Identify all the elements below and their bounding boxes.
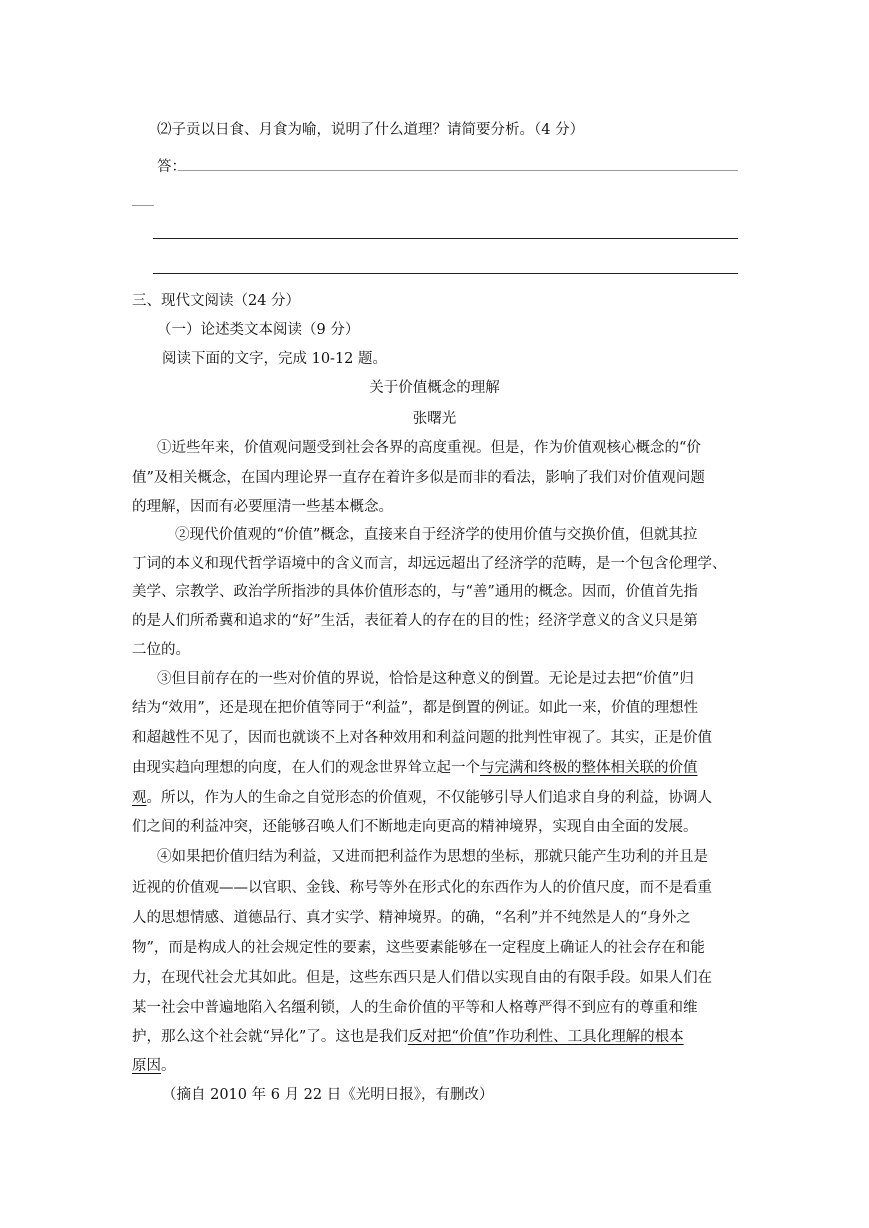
p4-line-4: 物”，而是构成人的社会规定性的要素，这些要素能够在一定程度上确证人的社会存在和能 xyxy=(132,940,705,956)
p3-line-3: 和超越性不见了，因而也就谈不上对各种效用和利益问题的批判性审视了。其实，正是价值 xyxy=(132,730,712,746)
p4-line-6: 某一社会中普遍地陷入名缰利锁，人的生命价值的平等和人格尊严得不到应有的尊重和维 xyxy=(132,1000,698,1016)
answer-label: 答： xyxy=(157,159,186,175)
p4-line-8-text: 。 xyxy=(161,1058,176,1074)
section-heading: 三、现代文阅读（24 分） xyxy=(132,293,301,309)
p2-line-3: 美学、宗教学、政治学所指涉的具体价值形态的，与“善”通用的概念。因而，价值首先指 xyxy=(132,584,698,600)
p3-line-2: 结为“效用”，还是现在把价值等同于“利益”，都是倒置的例证。如此一来，价值的理想性 xyxy=(132,700,699,716)
p3-line-5-text: 。所以，作为人的生命之自觉形态的价值观，不仅能够引导人们追求自身的利益，协调人 xyxy=(146,790,712,806)
p3-underlined-phrase-end: 观 xyxy=(132,790,147,806)
p3-underlined-phrase: 与完满和终极的整体相关联的价值 xyxy=(480,760,698,776)
p4-line-7-text: 护，那么这个社会就“异化”了。这也是我们 xyxy=(132,1029,408,1045)
answer-line-1[interactable] xyxy=(178,170,738,171)
article-title: 关于价值概念的理解 xyxy=(369,380,500,396)
p2-line-1: ②现代价值观的“价值”概念，直接来自于经济学的使用价值与交换价值，但就其拉 xyxy=(175,527,698,543)
answer-line-3[interactable] xyxy=(153,273,738,274)
p4-line-3: 人的思想情感、道德品行、真才实学、精神境界。的确，“名利”并不纯然是人的“身外之 xyxy=(132,910,691,926)
p3-line-4-text: 由现实趋向理想的向度，在人们的观念世界耸立起一个 xyxy=(132,760,480,776)
p1-line-3: 的理解，因而有必要厘清一些基本概念。 xyxy=(132,499,393,515)
p4-underlined-phrase-end: 原因 xyxy=(132,1058,161,1074)
question-prompt: ⑵子贡以日食、月食为喻，说明了什么道理？请简要分析。（4 分） xyxy=(157,122,585,138)
p2-line-4: 的是人们所希冀和追求的“好”生活，表征着人的存在的目的性；经济学意义的含义只是第 xyxy=(132,613,698,629)
p4-line-7 xyxy=(132,1025,737,1046)
p2-line-5: 二位的。 xyxy=(132,642,190,658)
answer-line-stub xyxy=(132,205,154,206)
p3-line-5 xyxy=(132,786,737,807)
source-citation: （摘自 2010 年 6 月 22 日《光明日报》，有删改） xyxy=(162,1087,494,1103)
p3-line-1: ③但目前存在的一些对价值的界说，恰恰是这种意义的倒置。无论是过去把“价值”归 xyxy=(157,671,694,687)
p4-underlined-phrase: 反对把“价值”作功利性、工具化理解的根本 xyxy=(407,1029,684,1045)
section-subheading: （一）论述类文本阅读（9 分） xyxy=(157,322,360,338)
answer-line-2[interactable] xyxy=(153,238,738,239)
p3-line-4 xyxy=(132,756,737,777)
article-author: 张曙光 xyxy=(412,411,457,427)
reading-instruction: 阅读下面的文字，完成 10-12 题。 xyxy=(162,351,388,367)
p1-line-2: 值”及相关概念，在国内理论界一直存在着许多似是而非的看法，影响了我们对价值观问题 xyxy=(132,470,705,486)
p3-line-6: 们之间的利益冲突，还能够召唤人们不断地走向更高的精神境界，实现自由全面的发展。 xyxy=(132,819,698,835)
p4-line-2: 近视的价值观——以官职、金钱、称号等外在形式化的东西作为人的价值尺度，而不是看重 xyxy=(132,880,712,896)
p4-line-1: ④如果把价值归结为利益，又进而把利益作为思想的坐标，那就只能产生功利的并且是 xyxy=(157,849,708,865)
p4-line-5: 力，在现代社会尤其如此。但是，这些东西只是人们借以实现自由的有限手段。如果人们在 xyxy=(132,970,712,986)
p2-line-2: 丁词的本义和现代哲学语境中的含义而言，却远远超出了经济学的范畴，是一个包含伦理学、 xyxy=(132,556,727,572)
p1-line-1: ①近些年来，价值观问题受到社会各界的高度重视。但是，作为价值观核心概念的“价 xyxy=(157,440,701,456)
p4-line-8 xyxy=(132,1054,737,1075)
